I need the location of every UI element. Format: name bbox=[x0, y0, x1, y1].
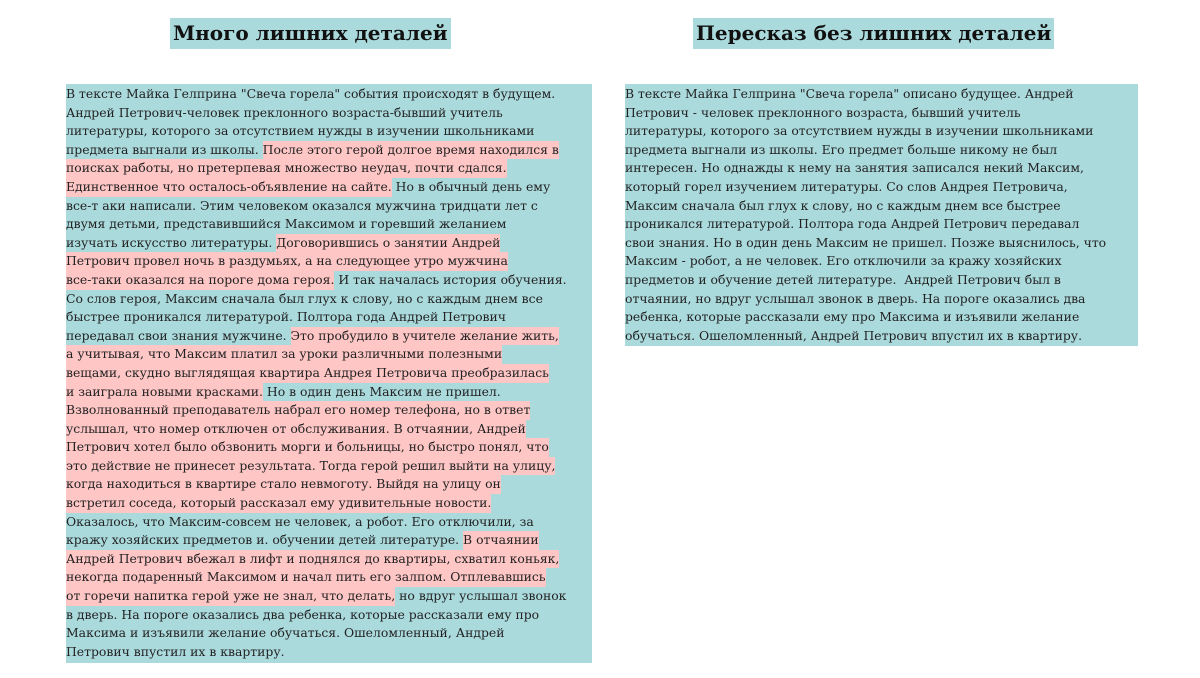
text-line bbox=[66, 252, 592, 271]
text-segment: Но в обычный день ему bbox=[391, 178, 551, 194]
text-line bbox=[66, 587, 592, 606]
highlighted-detail: После этого герой долгое время находился в bbox=[263, 141, 559, 160]
text-line bbox=[625, 178, 1138, 197]
highlighted-detail: встретил соседа, который рассказал ему удивительные новости. bbox=[66, 494, 491, 513]
text-line bbox=[66, 606, 592, 625]
text-line bbox=[66, 271, 592, 290]
text-line bbox=[66, 308, 592, 327]
text-line bbox=[625, 271, 1138, 290]
text-segment: в дверь. На пороге оказались два ребенка, которые рассказали ему про bbox=[66, 606, 540, 622]
text-line bbox=[625, 104, 1138, 123]
highlighted-detail: Договорившись о занятии Андрей bbox=[276, 234, 500, 253]
text-line bbox=[625, 327, 1138, 346]
text-line bbox=[66, 364, 592, 383]
text-line bbox=[66, 643, 592, 662]
text-segment: Но в один день Максим не пришел. bbox=[262, 383, 501, 399]
text-line bbox=[66, 568, 592, 587]
highlighted-detail: Петрович хотел было обзвонить морги и больницы, но быстро понял, что bbox=[66, 438, 549, 457]
text-line bbox=[625, 308, 1138, 327]
detailed-text-block bbox=[66, 84, 592, 663]
text-line bbox=[66, 494, 592, 513]
highlighted-detail: Единственное что осталось-объявление на сайте. bbox=[66, 178, 392, 197]
text-line bbox=[66, 401, 592, 420]
text-line bbox=[66, 345, 592, 364]
right-title: Пересказ без лишних деталей bbox=[693, 18, 1054, 49]
highlighted-detail: вещами, скудно выглядящая квартира Андрея Петровича преобразилась bbox=[66, 364, 549, 383]
text-segment: предметов и обучение детей литературе. Андрей Петрович был в bbox=[625, 271, 1061, 287]
highlighted-detail: Взволнованный преподаватель набрал его номер телефона, но в ответ bbox=[66, 401, 530, 420]
text-line bbox=[625, 159, 1138, 178]
highlighted-detail: от горечи напитка герой уже не знал, что делать, bbox=[66, 587, 395, 606]
text-segment: предмета выгнали из школы. Его предмет больше никому не был bbox=[625, 141, 1058, 157]
text-segment: В тексте Майка Гелприна "Свеча горела" события происходят в будущем. bbox=[66, 86, 556, 101]
highlighted-detail: поисках работы, но претерпевая множество неудач, почти сдался. bbox=[66, 159, 507, 178]
text-line bbox=[66, 513, 592, 532]
text-segment: В тексте Майка Гелприна "Свеча горела" описано будущее. Андрей bbox=[625, 86, 1074, 101]
text-segment: передавал свои знания мужчине. bbox=[66, 327, 291, 343]
text-line bbox=[66, 438, 592, 457]
text-segment: Андрей Петрович-человек преклонного возраста-бывший учитель bbox=[66, 104, 503, 120]
text-line bbox=[66, 550, 592, 569]
highlighted-detail: некогда подаренный Максимом и начал пить его залпом. Отплевавшись bbox=[66, 568, 546, 587]
text-segment: Максим сначала был глух к слову, но с каждым днем все быстрее bbox=[625, 197, 1061, 213]
highlighted-detail: все-таки оказался на пороге дома героя. bbox=[66, 271, 334, 290]
text-segment: кражу хозяйских предметов и. обучении детей литературе. bbox=[66, 532, 464, 548]
text-segment: изучать искусство литературы. bbox=[66, 234, 277, 250]
text-line bbox=[66, 159, 592, 178]
text-line bbox=[625, 122, 1138, 141]
text-line bbox=[625, 197, 1138, 216]
text-line bbox=[625, 85, 1138, 104]
highlighted-detail: когда находиться в квартире стало невмоготу. Выйдя на улицу он bbox=[66, 475, 501, 494]
text-line bbox=[625, 234, 1138, 253]
text-line bbox=[66, 234, 592, 253]
text-line bbox=[66, 531, 592, 550]
text-segment: который горел изучением литературы. Со слов Андрея Петровича, bbox=[625, 178, 1068, 194]
text-line bbox=[625, 141, 1138, 160]
text-segment: интересен. Но однажды к нему на занятия записался некий Максим, bbox=[625, 160, 1084, 176]
text-segment: литературы, которого за отсутствием нужды в изучении школьниками bbox=[66, 123, 535, 139]
highlighted-detail: Андрей Петрович вбежал в лифт и поднялся до квартиры, схватил коньяк, bbox=[66, 550, 559, 569]
highlighted-detail: Это пробудило в учителе желание жить, bbox=[291, 327, 559, 346]
highlighted-detail: и заиграла новыми красками. bbox=[66, 383, 263, 402]
text-segment: проникался литературой. Полтора года Андрей Петрович передавал bbox=[625, 216, 1080, 232]
text-line bbox=[66, 420, 592, 439]
text-segment: И так началась история обучения. bbox=[334, 271, 567, 287]
text-line bbox=[66, 624, 592, 643]
text-line bbox=[66, 327, 592, 346]
text-line bbox=[66, 215, 592, 234]
text-segment: обучаться. Ошеломленный, Андрей Петрович впустил их в квартиру. bbox=[625, 327, 1083, 343]
text-segment: Петрович - человек преклонного возраста, бывший учитель bbox=[625, 104, 1021, 120]
text-line bbox=[66, 141, 592, 160]
text-line bbox=[66, 457, 592, 476]
text-segment: Оказалось, что Максим-совсем не человек, а робот. Его отключили, за bbox=[66, 513, 534, 529]
text-segment: но вдруг услышал звонок bbox=[395, 588, 567, 604]
text-line bbox=[66, 290, 592, 309]
text-line bbox=[66, 197, 592, 216]
text-line bbox=[625, 252, 1138, 271]
highlighted-detail: В отчаянии bbox=[463, 531, 539, 550]
text-segment: Максима и изъявили желание обучаться. Ошеломленный, Андрей bbox=[66, 625, 505, 641]
text-line bbox=[66, 104, 592, 123]
highlighted-detail: Петрович провел ночь в раздумьях, а на следующее утро мужчина bbox=[66, 252, 508, 271]
text-segment: Петрович впустил их в квартиру. bbox=[66, 643, 285, 659]
text-segment: свои знания. Но в один день Максим не пришел. Позже выяснилось, что bbox=[625, 234, 1107, 250]
text-segment: ребенка, которые рассказали ему про Максима и изъявили желание bbox=[625, 309, 1080, 325]
text-line bbox=[66, 383, 592, 402]
text-line bbox=[66, 475, 592, 494]
text-segment: все-т аки написали. Этим человеком оказался мужчина тридцати лет с bbox=[66, 197, 538, 213]
text-line bbox=[625, 290, 1138, 309]
text-segment: двумя детьми, представившийся Максимом и горевший желанием bbox=[66, 216, 507, 232]
text-segment: литературы, которого за отсутствием нужды в изучении школьниками bbox=[625, 123, 1094, 139]
highlighted-detail: это действие не принесет результата. Тогда герой решил выйти на улицу, bbox=[66, 457, 555, 476]
text-segment: предмета выгнали из школы. bbox=[66, 141, 263, 157]
text-line bbox=[66, 178, 592, 197]
text-segment: отчаянии, но вдруг услышал звонок в дверь. На пороге оказались два bbox=[625, 290, 1086, 306]
highlighted-detail: а учитывая, что Максим платил за уроки различными полезными bbox=[66, 345, 502, 364]
left-title: Много лишних деталей bbox=[170, 18, 451, 49]
text-segment: Максим - робот, а не человек. Его отключили за кражу хозяйских bbox=[625, 253, 1062, 269]
text-segment: Со слов героя, Максим сначала был глух к слову, но с каждым днем все bbox=[66, 290, 543, 306]
summary-text-block bbox=[625, 84, 1138, 346]
highlighted-detail: услышал, что номер отключен от обслуживания. В отчаянии, Андрей bbox=[66, 420, 526, 439]
text-line bbox=[66, 85, 592, 104]
text-line bbox=[66, 122, 592, 141]
text-line bbox=[625, 215, 1138, 234]
text-segment: быстрее проникался литературой. Полтора года Андрей Петрович bbox=[66, 309, 506, 325]
